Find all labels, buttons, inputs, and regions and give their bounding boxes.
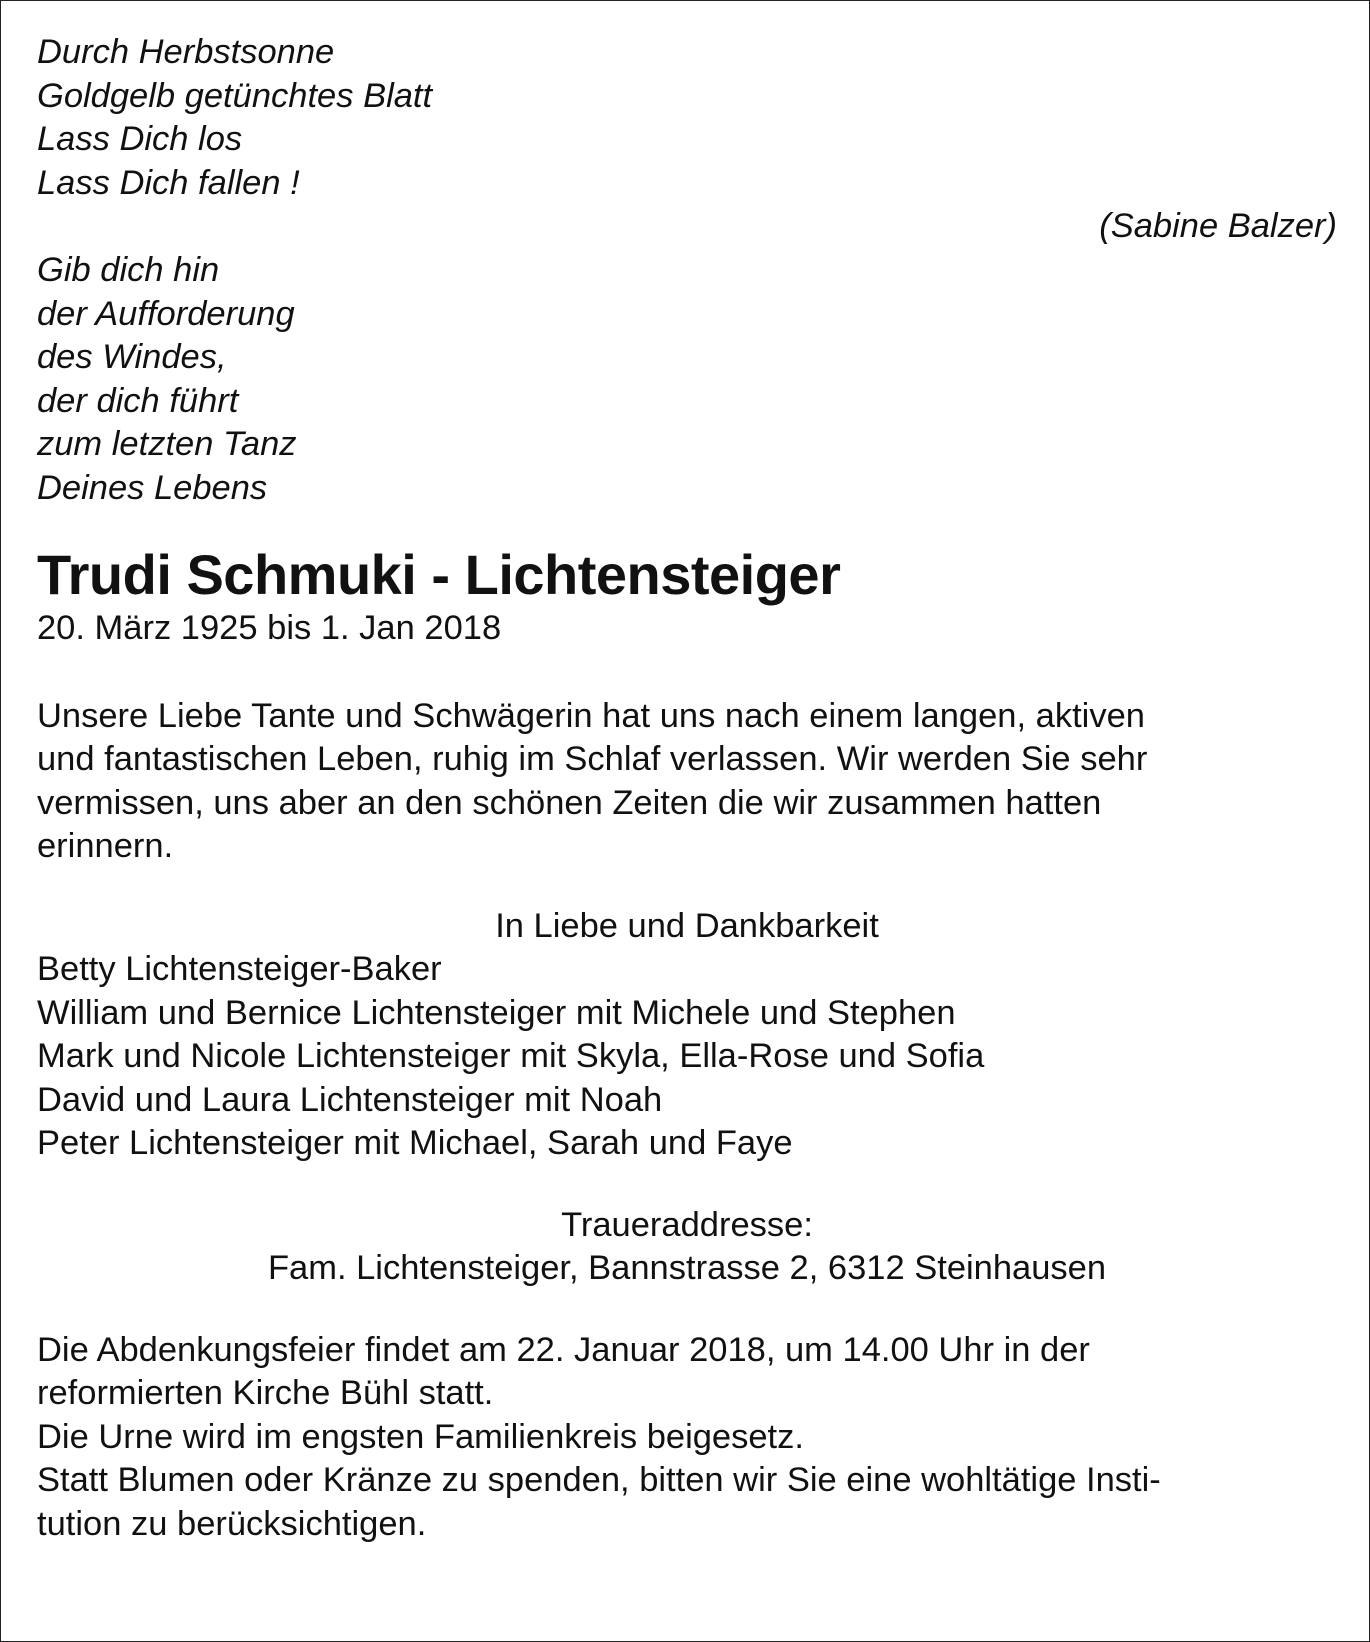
message-paragraph [37,695,1337,869]
address-label: Traueraddresse: [561,1205,813,1244]
mourning-address [37,1204,1337,1291]
poem [37,31,1337,511]
poem-line: der Aufforderung [37,294,295,333]
poem-line: Deines Lebens [37,468,268,507]
life-dates: 20. März 1925 bis 1. Jan 2018 [37,608,502,647]
poem-line: des Windes, [37,338,227,377]
poem-line: Durch Herbstsonne [37,33,335,71]
poem-line: zum letzten Tanz [37,425,297,464]
notice-content [37,31,1337,1546]
deceased-name: Trudi Schmuki - Lichtensteiger [37,542,841,606]
poem-line: Gib dich hin [37,250,220,289]
message-line: und fantastischen Leben, ruhig im Schlaf verlassen. Wir werden Sie sehr [37,740,1148,779]
message-line: erinnern. [37,827,174,866]
poem-line: Goldgelb getünchtes Blatt [37,76,433,115]
poem-line: der dich führt [37,381,239,420]
poem-line: Lass Dich los [37,120,243,159]
address-value: Fam. Lichtensteiger, Bannstrasse 2, 6312 Steinhausen [267,1249,1107,1288]
family-member: Mark und Nicole Lichtensteiger mit Skyla, Ella-Rose und Sofia [37,1037,985,1076]
family-member: William und Bernice Lichtensteiger mit Michele und Stephen [37,993,956,1032]
ceremony-paragraph [37,1329,1337,1547]
message-line: Unsere Liebe Tante und Schwägerin hat uns nach einem langen, aktiven [37,696,1145,735]
ceremony-line: tution zu berücksichtigen. [37,1504,427,1543]
family-list [37,948,1337,1166]
poem-line: Lass Dich fallen ! [37,163,300,202]
ceremony-line: Statt Blumen oder Kränze zu spenden, bitten wir Sie eine wohltätige Insti- [37,1461,1161,1500]
signoff: In Liebe und Dankbarkeit [495,906,879,945]
poem-author: (Sabine Balzer) [1099,207,1337,246]
ceremony-line: reformierten Kirche Bühl statt. [37,1374,494,1413]
family-member: Peter Lichtensteiger mit Michael, Sarah und Faye [37,1124,793,1163]
ceremony-line: Die Abdenkungsfeier findet am 22. Januar 2018, um 14.00 Uhr in der [37,1330,1090,1369]
family-member: Betty Lichtensteiger-Baker [37,950,442,989]
message-line: vermissen, uns aber an den schönen Zeiten die wir zusammen hatten [37,783,1102,822]
family-member: David und Laura Lichtensteiger mit Noah [37,1080,663,1119]
ceremony-line: Die Urne wird im engsten Familienkreis beigesetz. [37,1417,804,1456]
